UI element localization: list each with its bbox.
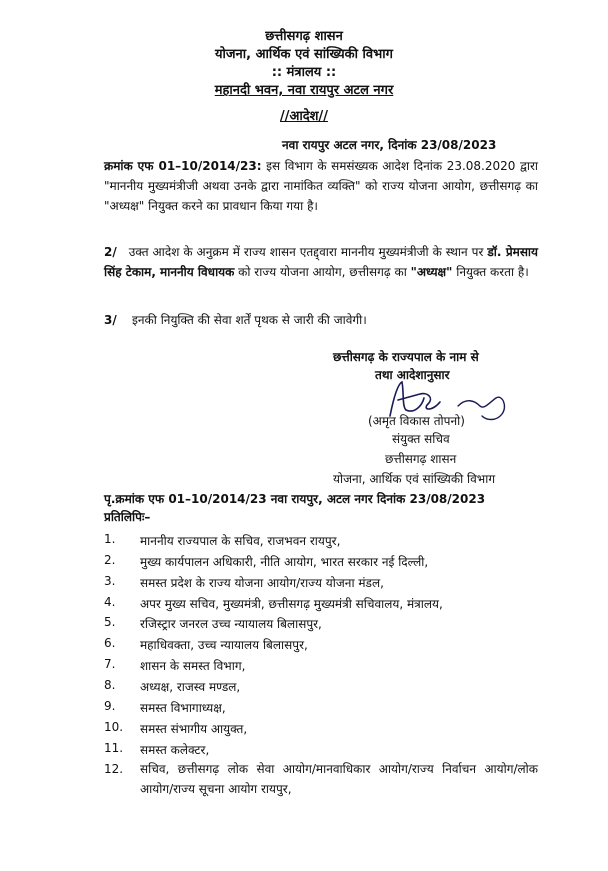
signatory-name: (अमृत विकास तोपनो) — [368, 414, 465, 428]
list-item-number: 5. — [104, 615, 116, 629]
list-item-number: 4. — [104, 595, 116, 609]
header-government: छत्तीसगढ़ शासन — [265, 29, 343, 44]
list-item-number: 11. — [104, 741, 124, 755]
list-item-number: 10. — [104, 720, 124, 734]
list-item: महाधिवक्ता, उच्च न्यायालय बिलासपुर, — [140, 638, 308, 652]
list-item-number: 2. — [104, 553, 116, 567]
list-item: समस्त संभागीय आयुक्त, — [140, 722, 248, 736]
list-item-number: 1. — [104, 532, 116, 546]
header-ministry: :: मंत्रालय :: — [271, 65, 337, 80]
place-date: नवा रायपुर अटल नगर, दिनांक 23/08/2023 — [282, 138, 497, 152]
list-item-number: 7. — [104, 657, 116, 671]
paragraph-3-text: इनकी नियुक्ति की सेवा शर्तें पृथक से जारी की जावेगी। — [132, 313, 367, 327]
signatory-designation: संयुक्त सचिव — [392, 432, 450, 446]
list-item: रजिस्ट्रार जनरल उच्च न्यायालय बिलासपुर, — [140, 617, 322, 631]
list-item: समस्त विभागाध्यक्ष, — [140, 701, 226, 715]
list-item: शासन के समस्त विभाग, — [140, 659, 246, 673]
endorsement-reference: पृ.क्रमांक एफ 01–10/2014/23 नवा रायपुर, अटल नगर दिनांक 23/08/2023 — [104, 492, 486, 506]
list-item: समस्त कलेक्टर, — [140, 743, 210, 757]
list-item: समस्त प्रदेश के राज्य योजना आयोग/राज्य योजना मंडल, — [140, 576, 384, 590]
appointee-role: "अध्यक्ष" — [410, 265, 453, 279]
list-item: माननीय राज्यपाल के सचिव, राजभवन रायपुर, — [140, 534, 341, 548]
order-title: //आदेश// — [279, 109, 329, 124]
signatory-department: योजना, आर्थिक एवं सांख्यिकी विभाग — [333, 472, 496, 486]
order-reference: क्रमांक एफ 01–10/2014/23: — [104, 159, 262, 173]
paragraph-2-text-a: उक्त आदेश के अनुक्रम में राज्य शासन एतद्द्वारा माननीय मुख्यमंत्रीजी के स्थान पर — [128, 245, 488, 259]
paragraph-1-text: इस विभाग के समसंख्यक आदेश दिनांक 23.08.2020 द्वारा "माननीय मुख्यमंत्रीजी अथवा उनके द्वारा नामांकित व्यक्ति" को राज्य योजना आयोग, छत्तीसगढ़ का "अध्यक्ष" नियुक्त करने का प्रावधान किया गया है। — [104, 159, 539, 213]
list-item-number: 8. — [104, 678, 116, 692]
paragraph-2-number: 2/ — [104, 245, 117, 259]
list-item: मुख्य कार्यपालन अधिकारी, नीति आयोग, भारत सरकार नई दिल्ली, — [140, 555, 429, 569]
list-item: अध्यक्ष, राजस्व मण्डल, — [140, 680, 241, 694]
list-item-number: 3. — [104, 574, 116, 588]
paragraph-1 — [104, 156, 538, 216]
copy-to-label: प्रतिलिपिः– — [104, 510, 151, 524]
appointee-name: डॉ. प्रेमसाय सिंह टेकाम, माननीय विधायक — [104, 245, 539, 279]
paragraph-2-text-b: को राज्य योजना आयोग, छत्तीसगढ़ का — [234, 265, 411, 279]
paragraph-2 — [104, 242, 538, 282]
list-item: अपर मुख्य सचिव, मुख्यमंत्री, छत्तीसगढ़ मुख्यमंत्री सचिवालय, मंत्रालय, — [140, 597, 443, 611]
header-address: महानदी भवन, नवा रायपुर अटल नगर — [214, 83, 394, 98]
governor-order-line2: तथा आदेशानुसार — [375, 368, 450, 382]
paragraph-3-number: 3/ — [104, 313, 117, 327]
signatory-government: छत्तीसगढ़ शासन — [385, 452, 457, 466]
list-item-number: 9. — [104, 699, 116, 713]
paragraph-3 — [104, 311, 367, 328]
header-department: योजना, आर्थिक एवं सांख्यिकी विभाग — [215, 47, 393, 62]
list-item: सचिव, छत्तीसगढ़ लोक सेवा आयोग/मानवाधिकार आयोग/राज्य निर्वाचन आयोग/लोक आयोग/राज्य सूचना आयोग रायपुर, — [140, 762, 538, 796]
list-item-number: 12. — [104, 762, 124, 776]
list-item-number: 6. — [104, 636, 116, 650]
governor-order-line1: छत्तीसगढ़ के राज्यपाल के नाम से — [333, 350, 479, 364]
paragraph-2-text-c: नियुक्त करता है। — [452, 265, 529, 279]
